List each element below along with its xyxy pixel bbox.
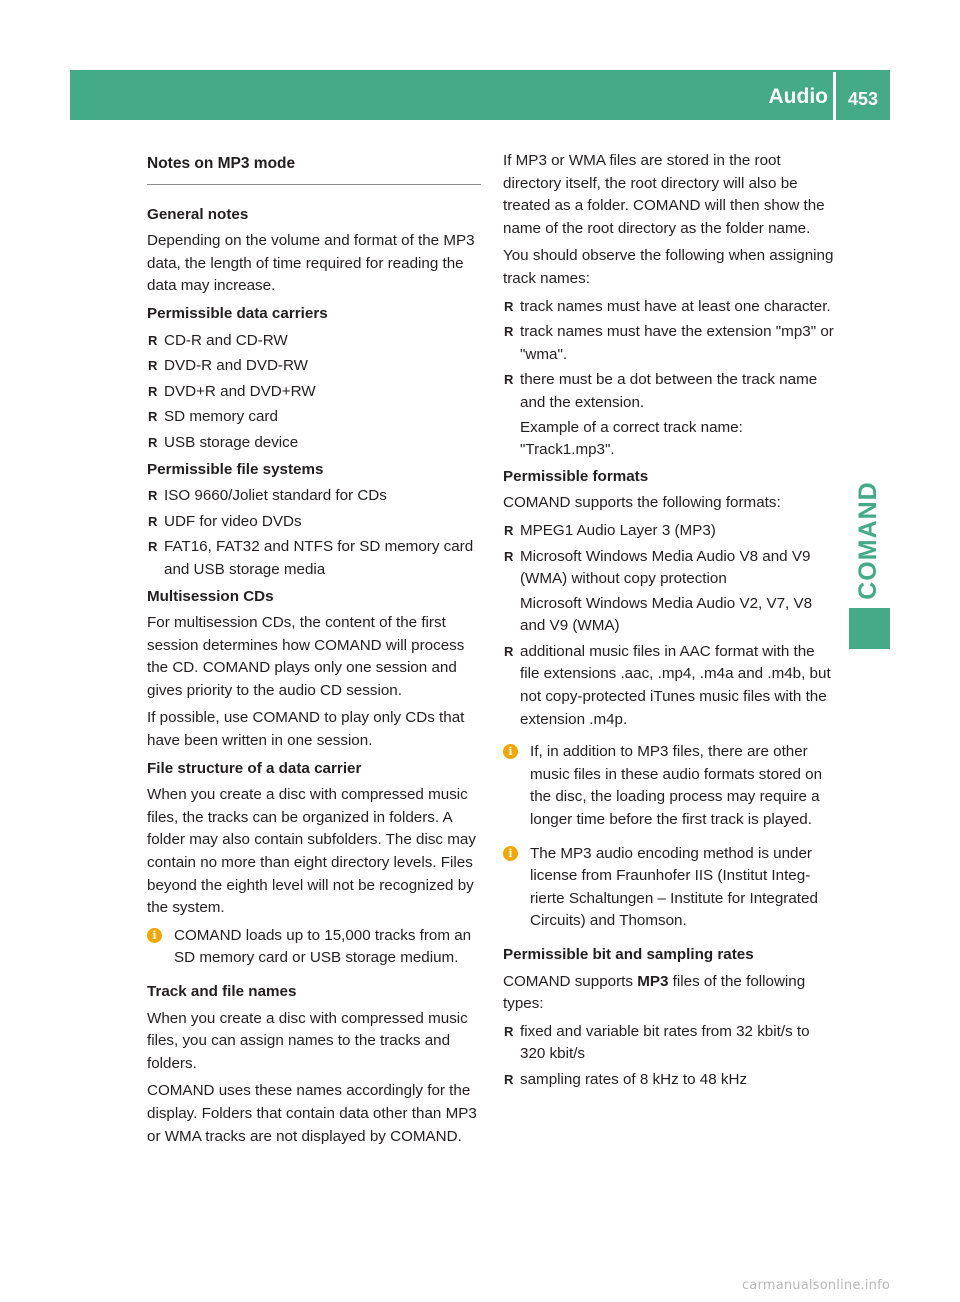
bullet-icon: R [504, 372, 514, 388]
file-systems-list [147, 485, 481, 581]
list-item [503, 369, 835, 461]
info-icon: i [147, 928, 162, 943]
list-item-text: track names must have at least one character. [520, 297, 831, 315]
list-item-text: USB storage device [164, 433, 299, 451]
naming-rules-list [503, 296, 835, 462]
file-structure-heading: File structure of a data carrier [147, 759, 362, 777]
list-item [147, 485, 481, 508]
file-structure-text: When you create a disc with compressed music files, the tracks can be organized in folders. A folder may also contain subfolders. The disc may contain no more than eight directory levels. Files beyond the eighth level will not be recognized by the system. [147, 786, 476, 917]
list-item-text: ISO 9660/Joliet standard for CDs [164, 487, 387, 505]
list-item [147, 511, 481, 534]
multisession-text-2: If possible, use COMAND to play only CDs that have been written in one session. [147, 709, 465, 750]
info-note [147, 925, 481, 970]
bullet-icon: R [504, 1071, 514, 1087]
bullet-icon: R [504, 643, 514, 659]
page-number: 453 [847, 89, 879, 109]
rates-intro-format: MP3 [637, 972, 669, 990]
bullet-icon: R [504, 522, 514, 538]
list-item-text: UDF for video DVDs [164, 512, 302, 530]
list-item-text: FAT16, FAT32 and NTFS for SD memory card and USB storage media [164, 538, 474, 578]
list-item-text: MPEG1 Audio Layer 3 (MP3) [520, 521, 716, 539]
multisession-text: For multisession CDs, the content of the first session determines how COMAND will process the CD. COMAND plays only one session and gives priority to the audio CD session. [147, 614, 465, 699]
list-item [503, 1069, 835, 1092]
list-item [147, 406, 481, 429]
list-item-text: SD memory card [164, 408, 278, 426]
root-directory-text: If MP3 or WMA files are stored in the root directory itself, the root directory will also be treated as a folder. COMAND will then show the name of the root directory as the folder name. [503, 152, 825, 237]
wma-versions-text: Microsoft Windows Media Audio V2, V7, V8 and V9 (WMA) [520, 594, 813, 635]
bullet-icon: R [504, 548, 514, 564]
track-names-text: When you create a disc with compressed music files, you can assign names to the tracks and folders. [147, 1009, 468, 1072]
list-item-text: track names must have the extension "mp3" or "wma". [520, 323, 834, 363]
bullet-icon: R [148, 434, 158, 450]
list-item [147, 355, 481, 378]
bullet-icon: R [148, 332, 158, 348]
bullet-icon: R [148, 488, 158, 504]
info-note [503, 741, 835, 831]
list-item [503, 520, 835, 543]
info-icon: i [503, 744, 518, 759]
side-chapter-text: COMAND [853, 480, 882, 600]
list-item-text: there must be a dot between the track name and the extension. [520, 371, 818, 411]
list-item [503, 546, 835, 638]
list-item [147, 330, 481, 353]
list-item [503, 296, 835, 319]
file-systems-heading: Permissible file systems [147, 460, 324, 478]
bullet-icon: R [148, 358, 158, 374]
bullet-icon: R [148, 383, 158, 399]
rates-list [503, 1021, 835, 1092]
formats-heading: Permissible formats [503, 467, 649, 485]
rates-intro-text-end: files of the following types: [503, 972, 806, 1013]
footer-watermark: carmanualsonline.info [742, 1278, 891, 1293]
page-heading: Notes on MP3 mode [147, 150, 481, 185]
multisession-heading: Multisession CDs [147, 587, 274, 605]
rates-intro-text: COMAND supports [503, 972, 638, 990]
left-column [147, 150, 481, 1153]
list-item-text: DVD+R and DVD+RW [164, 382, 316, 400]
bullet-icon: R [148, 539, 158, 555]
list-item [147, 432, 481, 455]
rates-heading: Permissible bit and sampling rates [503, 946, 754, 963]
list-item [503, 1021, 835, 1066]
side-chapter-label [848, 480, 888, 600]
list-item [147, 536, 481, 581]
carriers-list [147, 330, 481, 455]
section-title: Audio [768, 85, 828, 108]
formats-list [503, 520, 835, 731]
list-item-text: CD-R and CD-RW [164, 331, 288, 349]
observe-text: You should observe the following when assigning track names: [503, 247, 834, 287]
track-names-text-2: COMAND uses these names accordingly for the display. Folders that contain data other than MP3 or WMA tracks are not displayed by COMAND. [147, 1082, 477, 1145]
list-item [503, 321, 835, 366]
bullet-icon: R [148, 409, 158, 425]
info-icon: i [503, 846, 518, 861]
list-item [503, 641, 835, 731]
info-note [503, 843, 835, 933]
track-name-example: Example of a correct track name: "Track1.mp3". [520, 418, 743, 459]
side-chapter-tab [849, 608, 890, 649]
rates-intro [503, 971, 835, 1016]
header-divider [833, 72, 836, 120]
list-item-text: fixed and variable bit rates from 32 kbit/s to 320 kbit/s [520, 1022, 810, 1063]
list-item [147, 381, 481, 404]
list-item-text: sampling rates of 8 kHz to 48 kHz [520, 1070, 748, 1088]
bullet-icon: R [504, 298, 514, 314]
general-notes-text: Depending on the volume and format of the MP3 data, the length of time required for reading the data may increase. [147, 232, 475, 295]
info-note-text: COMAND loads up to 15,000 tracks from an SD memory card or USB storage medium. [174, 926, 472, 967]
list-item-text: DVD-R and DVD-RW [164, 357, 309, 375]
list-item-text: Microsoft Windows Media Audio V8 and V9 (WMA) without copy protection [520, 547, 811, 588]
bullet-icon: R [148, 513, 158, 529]
track-names-heading: Track and file names [147, 983, 297, 1000]
general-notes-heading: General notes [147, 205, 249, 223]
bullet-icon: R [504, 324, 514, 340]
carriers-heading: Permissible data carriers [147, 304, 328, 322]
formats-intro: COMAND supports the following formats: [503, 494, 781, 512]
info-note-text: The MP3 audio encoding method is under license from Fraunhofer IIS (Institut Integrierte Schaltungen – Institute for Integrated Circuits) and Thomson. [530, 844, 818, 930]
list-item-text: additional music files in AAC format with the file extensions .aac, .mp4, .m4a and .m4b, but not copy-protected iTunes music files with the extension .m4p. [520, 642, 831, 728]
bullet-icon: R [504, 1023, 514, 1039]
info-note-text: If, in addition to MP3 files, there are other music files in these audio formats stored on the disc, the loading process may require a longer time before the first track is played. [530, 743, 823, 829]
right-column [503, 150, 835, 1096]
